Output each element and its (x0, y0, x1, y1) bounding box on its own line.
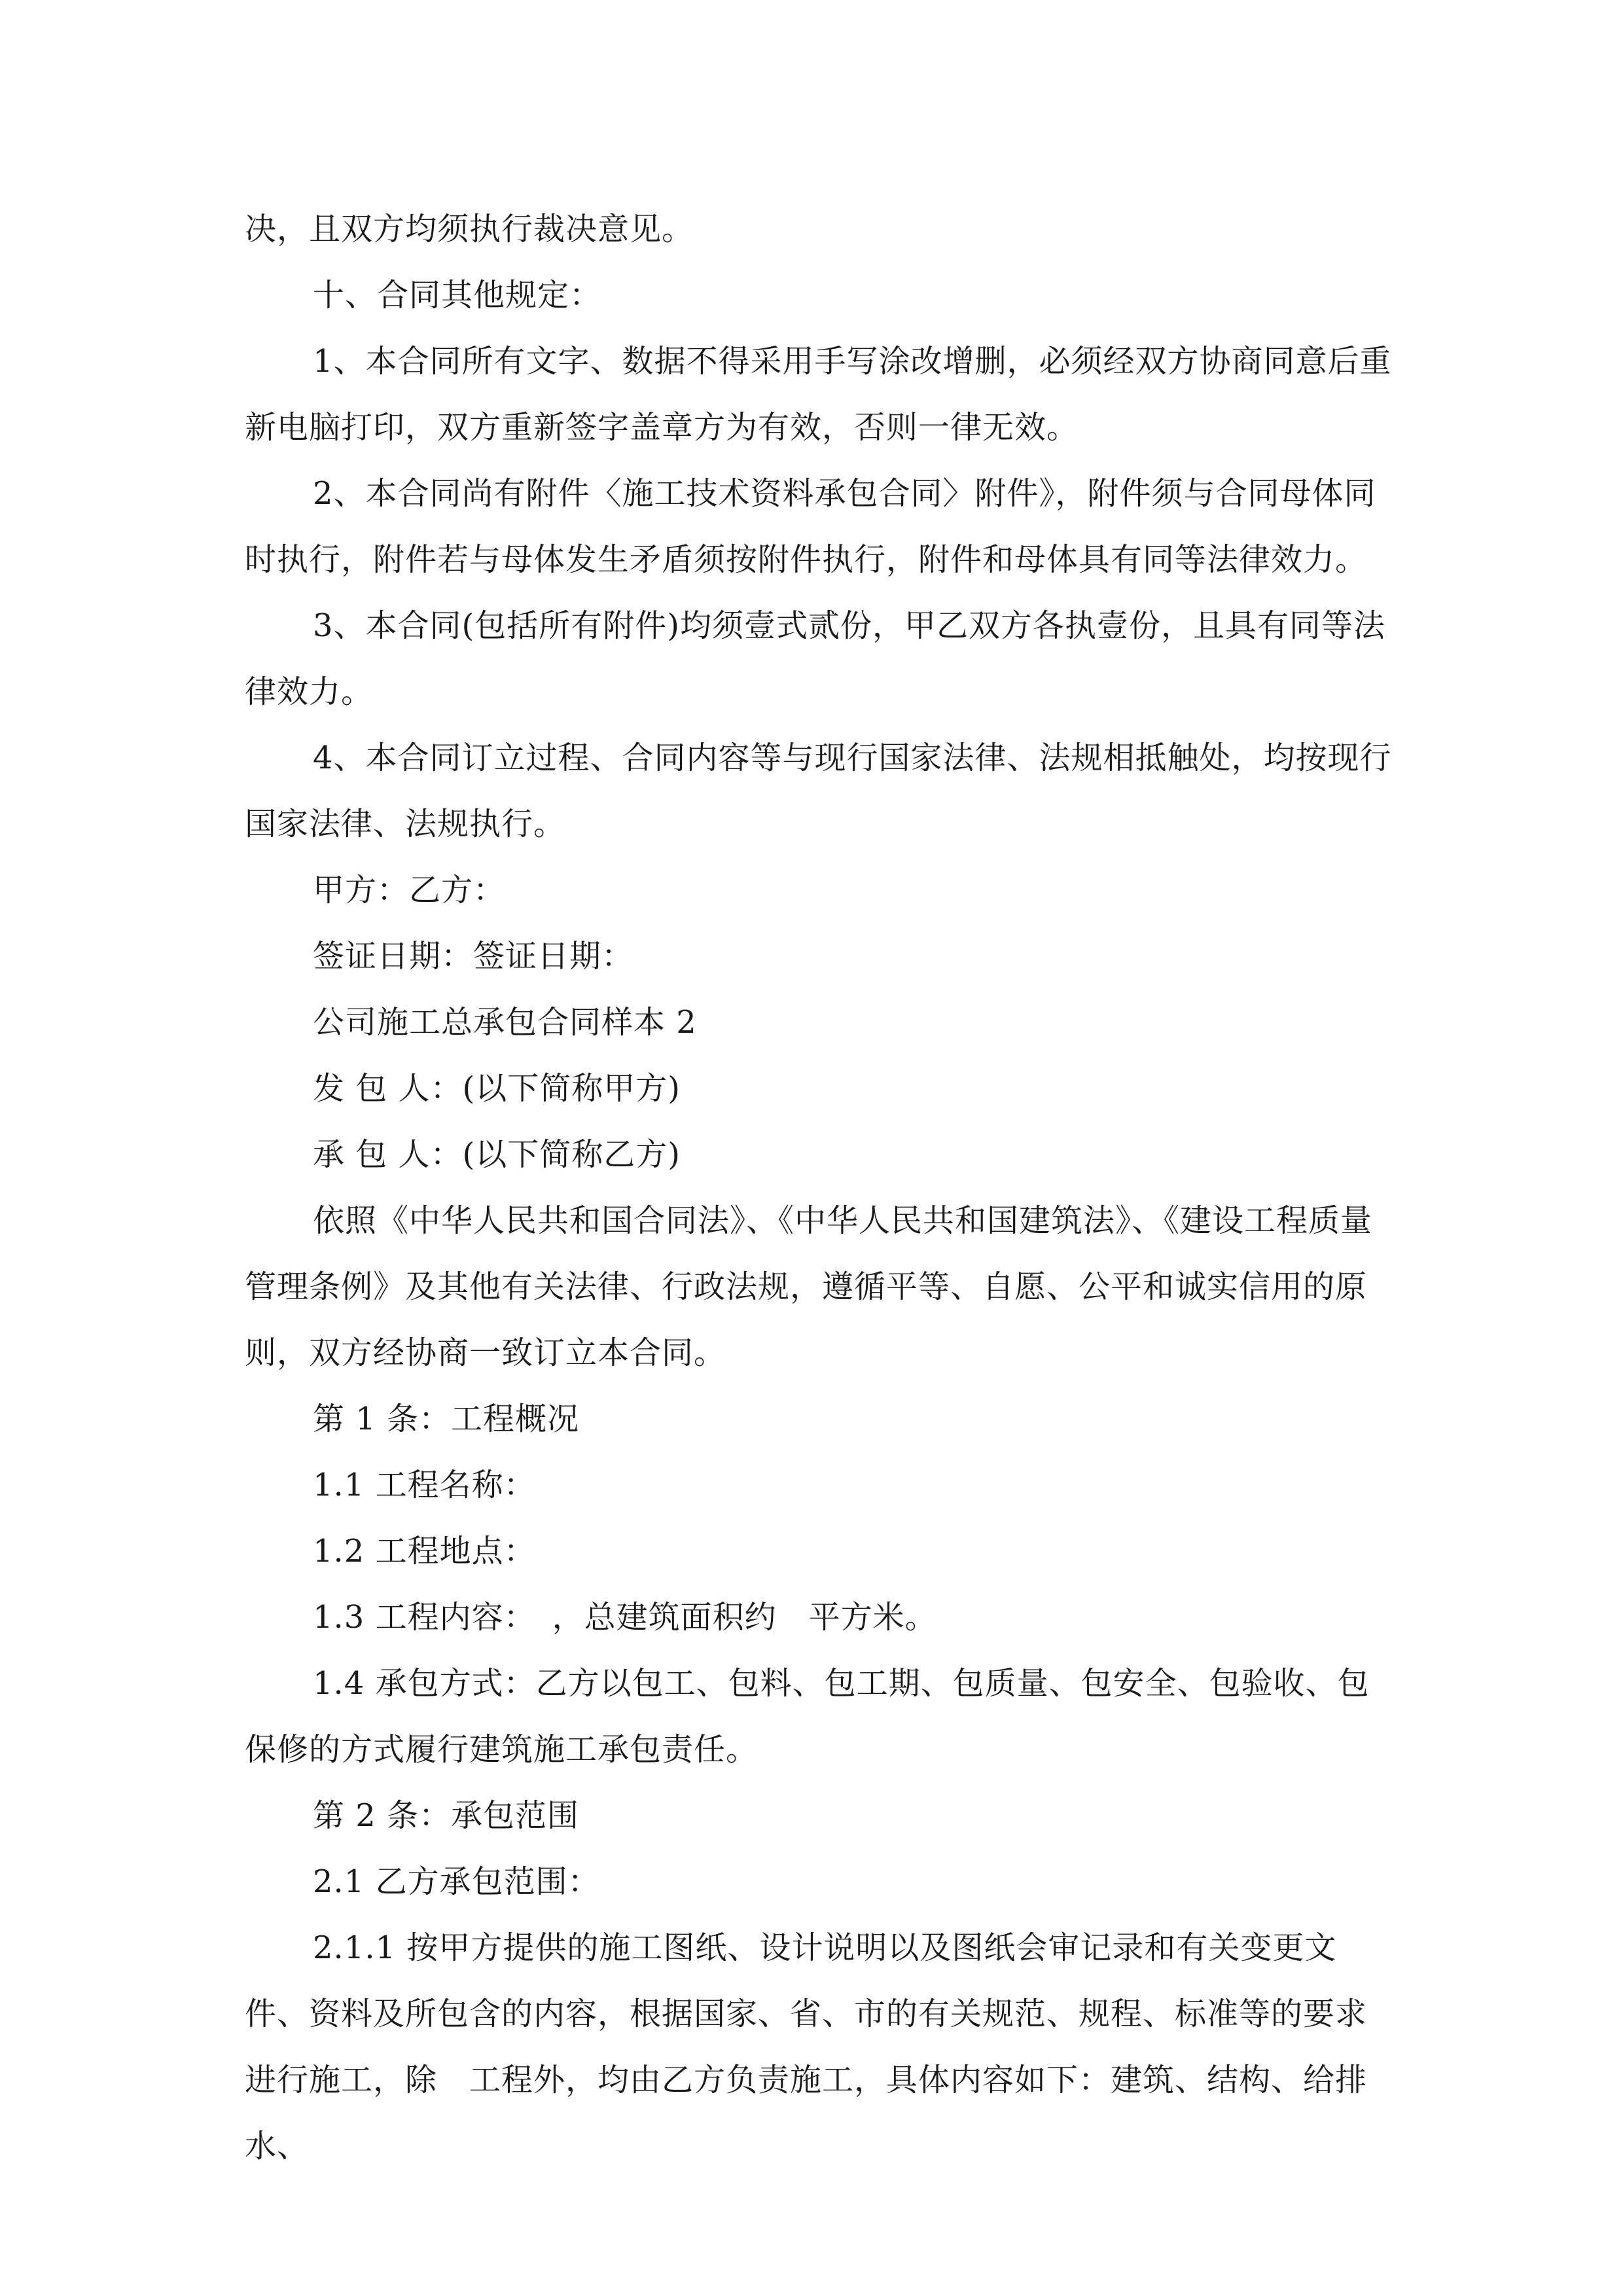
clause: 1.4 承包方式：乙方以包工、包料、包工期、包质量、包安全、包验收、包保修的方式履行建筑施工承包责任。 (245, 1665, 1370, 1768)
clause: 1.3 工程内容： ，总建筑面积约 平方米。 (313, 1599, 937, 1636)
paragraph: 十、合同其他规定： (313, 277, 602, 314)
clause: 2.1.1 按甲方提供的施工图纸、设计说明以及图纸会审记录和有关变更文件、资料及所包含的内容，根据国家、省、市的有关规范、规程、标准等的要求进行施工，除 工程外，均由乙方负责施工，具体内容如下：建筑、结构、给排水、 (245, 1929, 1368, 2164)
paragraph: 1、本合同所有文字、数据不得采用手写涂改增删，必须经双方协商同意后重新电脑打印，双方重新签字盖章方为有效，否则一律无效。 (245, 343, 1392, 446)
paragraph: 4、本合同订立过程、合同内容等与现行国家法律、法规相抵触处，均按现行国家法律、法规执行。 (245, 740, 1392, 842)
paragraph: 决，且双方均须执行裁决意见。 (245, 211, 694, 247)
document-body (245, 196, 1397, 2179)
paragraph: 依照《中华人民共和国合同法》、《中华人民共和国建筑法》、《建设工程质量管理条例》及其他有关法律、行政法规，遵循平等、自愿、公平和诚实信用的原则，双方经协商一致订立本合同。 (245, 1202, 1373, 1371)
paragraph: 3、本合同(包括所有附件)均须壹式贰份，甲乙双方各执壹份，且具有同等法律效力。 (245, 607, 1385, 710)
article-heading: 第 1 条：工程概况 (313, 1401, 580, 1437)
paragraph: 2、本合同尚有附件〈施工技术资料承包合同〉附件》，附件须与合同母体同时执行，附件若与母体发生矛盾须按附件执行，附件和母体具有同等法律效力。 (245, 475, 1376, 578)
article-heading: 第 2 条：承包范围 (313, 1797, 580, 1834)
signature-line-party: 甲方：乙方： (313, 872, 506, 908)
clause: 1.1 工程名称： (313, 1467, 536, 1503)
clause: 2.1 乙方承包范围： (313, 1863, 600, 1900)
signature-line-date: 签证日期：签证日期： (313, 938, 634, 975)
party-line-contractor: 承 包 人：(以下简称乙方) (313, 1136, 681, 1173)
clause: 1.2 工程地点： (313, 1533, 536, 1570)
party-line-employer: 发 包 人：(以下简称甲方) (313, 1070, 681, 1107)
section-title: 公司施工总承包合同样本 2 (313, 1004, 697, 1041)
